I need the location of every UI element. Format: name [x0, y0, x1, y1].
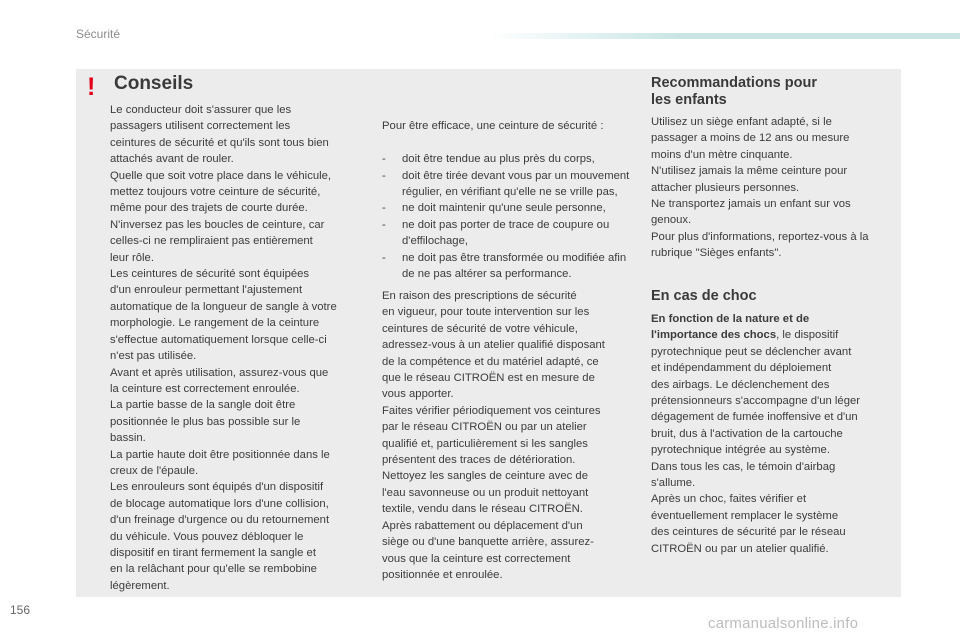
- efficacy-intro: Pour être efficace, une ceinture de sécurité :: [382, 120, 604, 133]
- children-heading: Recommandations pour les enfants: [651, 75, 817, 108]
- efficacy-list: [382, 151, 634, 282]
- section-label: Sécurité: [76, 27, 121, 41]
- crash-heading: En cas de choc: [651, 288, 757, 304]
- crash-body: , le dispositif pyrotechnique peut se déclencher avant et indépendamment du déploiement des airbags. Le déclenchement des prétensionneurs s'accompagne d'un léger dégagement de fumée inoffensive et d'un bruit, dus à l'activation de la cartouche pyrotechnique intégrée au système. Dans tous les cas, le témoin d'airbag s'allume. Après un choc, faites vérifier et éventuellement remplacer le système des ceintures de sécurité par le réseau CITROËN ou par un atelier qualifié.: [651, 329, 861, 555]
- conseils-title: Conseils: [114, 73, 194, 94]
- header-rule: [490, 33, 960, 39]
- maintenance-text: En raison des prescriptions de sécurité en vigueur, pour toute intervention sur les ceintures de sécurité de votre véhicule, adressez-vous à un atelier qualifié disposant de la compétence et du matériel adapté, ce que le réseau CITROËN est en mesure de vous apporter. Faites vérifier périodiquement vos ceintures par le réseau CITROËN ou par un atelier qualifié et, particulièrement si les sangles présentent des traces de détérioration. Nettoyez les sangles de ceinture avec de l'eau savonneuse ou un produit nettoyant textile, vendu dans le réseau CITROËN. Après rabattement ou déplacement d'un siège ou d'une banquette arrière, assurez- vous que la ceinture est correctement positionnée et enroulée.: [382, 290, 605, 581]
- list-item: - ne doit maintenir qu'une seule personne,: [382, 200, 634, 216]
- warning-icon: !: [87, 73, 96, 101]
- watermark: carmanualsonline.info: [708, 615, 859, 632]
- efficacy-list-block: [382, 102, 634, 299]
- list-item: - ne doit pas être transformée ou modifiée afin de ne pas altérer sa performance.: [382, 250, 634, 283]
- list-item: - ne doit pas porter de trace de coupure ou d'effilochage,: [382, 217, 634, 250]
- children-text: Utilisez un siège enfant adapté, si le passager a moins de 12 ans ou mesure moins d'un mètre cinquante. N'utilisez jamais la même ceinture pour attacher plusieurs personnes. Ne transportez jamais un enfant sur vos genoux. Pour plus d'informations, reportez-vous à la rubrique "Sièges enfants".: [651, 116, 869, 260]
- conseils-column-1: Le conducteur doit s'assurer que les passagers utilisent correctement les ceintures de sécurité et qu'ils sont tous bien attachés avant de rouler. Quelle que soit votre place dans le véhicule, mettez toujours votre ceinture de sécurité, même pour des trajets de courte durée. N'inversez pas les boucles de ceinture, car celles-ci ne rempliraient pas entièrement leur rôle. Les ceintures de sécurité sont équipées d'un enrouleur permettant l'ajustement automatique de la longueur de sangle à votre morphologie. Le rangement de la ceinture s'effectue automatiquement lorsque celle-ci n'est pas utilisée. Avant et après utilisation, assurez-vous que la ceinture est correctement enroulée. La partie basse de la sangle doit être positionnée le plus bas possible sur le bassin. La partie haute doit être positionnée dans le creux de l'épaule. Les enrouleurs sont équipés d'un dispositif de blocage automatique lors d'une collision, d'un freinage d'urgence ou du retournement du véhicule. Vous pouvez débloquer le dispositif en tirant fermement la sangle et en la relâchant pour qu'elle se rembobine légèrement.: [110, 104, 337, 592]
- list-item: - doit être tirée devant vous par un mouvement régulier, en vérifiant qu'elle ne se vrille pas,: [382, 168, 634, 201]
- crash-text: [651, 311, 893, 557]
- list-item: - doit être tendue au plus près du corps,: [382, 151, 634, 167]
- crash-bold-lead: En fonction de la nature et de l'importance des chocs: [651, 313, 810, 342]
- page-number: 156: [10, 603, 31, 617]
